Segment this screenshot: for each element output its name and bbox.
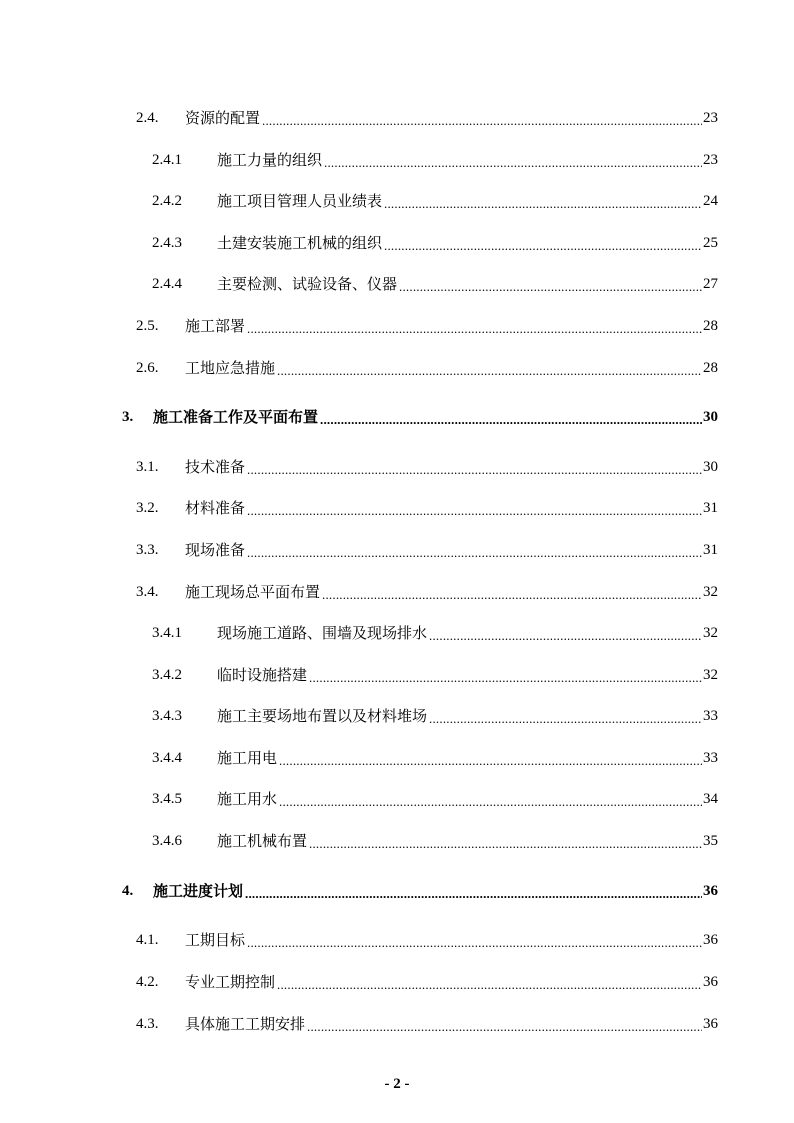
toc-entry-page: 31 bbox=[703, 500, 718, 516]
toc-dot-leader bbox=[247, 314, 702, 338]
toc-entry-number: 3.1. bbox=[136, 459, 159, 475]
toc-dot-leader bbox=[279, 787, 702, 811]
toc-entry[interactable] bbox=[0, 787, 718, 811]
toc-dot-leader bbox=[384, 189, 702, 213]
toc-entry[interactable] bbox=[0, 746, 718, 770]
toc-entry-page: 23 bbox=[703, 110, 718, 126]
toc-entry[interactable] bbox=[0, 1012, 718, 1036]
toc-entry[interactable] bbox=[0, 189, 718, 213]
toc-entry[interactable] bbox=[0, 829, 718, 853]
toc-dot-leader bbox=[247, 928, 702, 952]
toc-entry-page: 28 bbox=[703, 318, 718, 334]
toc-entry-page: 30 bbox=[703, 409, 718, 425]
toc-dot-leader bbox=[429, 704, 702, 728]
toc-entry[interactable] bbox=[0, 314, 718, 338]
toc-entry-title: 施工力量的组织 bbox=[217, 151, 323, 169]
toc-entry-title: 现场施工道路、围墙及现场排水 bbox=[217, 624, 428, 642]
toc-entry-title: 资源的配置 bbox=[185, 109, 261, 127]
toc-entry-number: 4.3. bbox=[136, 1016, 159, 1032]
toc-entry-number: 2.6. bbox=[136, 360, 159, 376]
toc-entry-title: 施工机械布置 bbox=[217, 832, 308, 850]
toc-entry[interactable] bbox=[0, 231, 718, 255]
toc-entry-page: 33 bbox=[703, 750, 718, 766]
toc-entry-title: 施工部署 bbox=[185, 317, 246, 335]
toc-entry-title: 临时设施搭建 bbox=[217, 666, 308, 684]
toc-entry[interactable] bbox=[0, 621, 718, 645]
toc-dot-leader bbox=[309, 829, 702, 853]
toc-dot-leader bbox=[384, 231, 702, 255]
toc-entry[interactable] bbox=[0, 580, 718, 604]
toc-entry-title: 现场准备 bbox=[185, 541, 246, 559]
toc-entry-number: 4. bbox=[122, 883, 134, 899]
toc-entry-title: 施工主要场地布置以及材料堆场 bbox=[217, 707, 428, 725]
toc-dot-leader bbox=[307, 1012, 702, 1036]
toc-dot-leader bbox=[247, 496, 702, 520]
toc-chapter-entry[interactable] bbox=[0, 405, 718, 429]
toc-entry-title: 施工准备工作及平面布置 bbox=[153, 408, 319, 426]
toc-entry[interactable] bbox=[0, 704, 718, 728]
toc-entry-number: 4.2. bbox=[136, 974, 159, 990]
toc-entry[interactable] bbox=[0, 928, 718, 952]
toc-entry[interactable] bbox=[0, 148, 718, 172]
toc-entry-number: 2.5. bbox=[136, 318, 159, 334]
toc-entry-number: 3. bbox=[122, 409, 134, 425]
toc-dot-leader bbox=[324, 148, 702, 172]
toc-dot-leader bbox=[247, 455, 702, 479]
toc-chapter-entry[interactable] bbox=[0, 879, 718, 903]
toc-entry-page: 36 bbox=[703, 883, 718, 899]
toc-entry-page: 36 bbox=[703, 932, 718, 948]
toc-entry-title: 施工现场总平面布置 bbox=[185, 583, 321, 601]
toc-entry-page: 28 bbox=[703, 360, 718, 376]
toc-entry-number: 3.3. bbox=[136, 542, 159, 558]
toc-entry-title: 施工用水 bbox=[217, 790, 278, 808]
toc-entry-title: 工期目标 bbox=[185, 931, 246, 949]
toc-entry[interactable] bbox=[0, 496, 718, 520]
toc-dot-leader bbox=[262, 106, 702, 130]
toc-entry-title: 专业工期控制 bbox=[185, 973, 276, 991]
toc-entry-number: 3.2. bbox=[136, 500, 159, 516]
toc-entry-number: 2.4.1 bbox=[152, 152, 182, 168]
toc-entry-page: 33 bbox=[703, 708, 718, 724]
toc-entry-title: 工地应急措施 bbox=[185, 359, 276, 377]
toc-dot-leader bbox=[245, 879, 702, 903]
toc-entry-page: 23 bbox=[703, 152, 718, 168]
toc-entry-page: 25 bbox=[703, 235, 718, 251]
toc-entry-title: 主要检测、试验设备、仪器 bbox=[217, 275, 398, 293]
toc-entry-page: 32 bbox=[703, 584, 718, 600]
toc-entry-number: 3.4.6 bbox=[152, 833, 182, 849]
toc-entry-page: 27 bbox=[703, 276, 718, 292]
toc-entry-title: 具体施工工期安排 bbox=[185, 1015, 306, 1033]
toc-dot-leader bbox=[277, 970, 702, 994]
toc-entry-page: 31 bbox=[703, 542, 718, 558]
toc-entry[interactable] bbox=[0, 356, 718, 380]
toc-entry-title: 材料准备 bbox=[185, 499, 246, 517]
toc-dot-leader bbox=[277, 356, 702, 380]
toc-entry[interactable] bbox=[0, 272, 718, 296]
toc-dot-leader bbox=[320, 405, 702, 429]
toc-entry-title: 技术准备 bbox=[185, 458, 246, 476]
toc-dot-leader bbox=[399, 272, 702, 296]
toc-entry-number: 3.4.3 bbox=[152, 708, 182, 724]
toc-entry-number: 2.4.4 bbox=[152, 276, 182, 292]
toc-entry[interactable] bbox=[0, 106, 718, 130]
toc-dot-leader bbox=[309, 663, 702, 687]
toc-entry-page: 35 bbox=[703, 833, 718, 849]
toc-dot-leader bbox=[429, 621, 702, 645]
toc-entry-page: 24 bbox=[703, 193, 718, 209]
toc-entry-number: 3.4.4 bbox=[152, 750, 182, 766]
toc-entry-page: 36 bbox=[703, 1016, 718, 1032]
toc-entry-number: 3.4.5 bbox=[152, 791, 182, 807]
toc-entry-page: 32 bbox=[703, 667, 718, 683]
toc-entry[interactable] bbox=[0, 970, 718, 994]
toc-entry-number: 3.4.2 bbox=[152, 667, 182, 683]
toc-dot-leader bbox=[322, 580, 702, 604]
toc-entry[interactable] bbox=[0, 455, 718, 479]
toc-entry-number: 3.4.1 bbox=[152, 625, 182, 641]
toc-entry-page: 34 bbox=[703, 791, 718, 807]
toc-entry-title: 土建安装施工机械的组织 bbox=[217, 234, 383, 252]
toc-dot-leader bbox=[247, 538, 702, 562]
toc-entry-page: 36 bbox=[703, 974, 718, 990]
toc-entry-number: 3.4. bbox=[136, 584, 159, 600]
page-number: - 2 - bbox=[384, 1076, 410, 1092]
toc-entry-page: 30 bbox=[703, 459, 718, 475]
toc-dot-leader bbox=[279, 746, 702, 770]
toc-entry-number: 2.4.2 bbox=[152, 193, 182, 209]
toc-entry-page: 32 bbox=[703, 625, 718, 641]
toc-entry-title: 施工项目管理人员业绩表 bbox=[217, 192, 383, 210]
toc-entry-title: 施工进度计划 bbox=[153, 882, 244, 900]
toc-entry-title: 施工用电 bbox=[217, 749, 278, 767]
toc-entry[interactable] bbox=[0, 663, 718, 687]
toc-entry-number: 4.1. bbox=[136, 932, 159, 948]
toc-entry-number: 2.4. bbox=[136, 110, 159, 126]
toc-entry[interactable] bbox=[0, 538, 718, 562]
toc-entry-number: 2.4.3 bbox=[152, 235, 182, 251]
